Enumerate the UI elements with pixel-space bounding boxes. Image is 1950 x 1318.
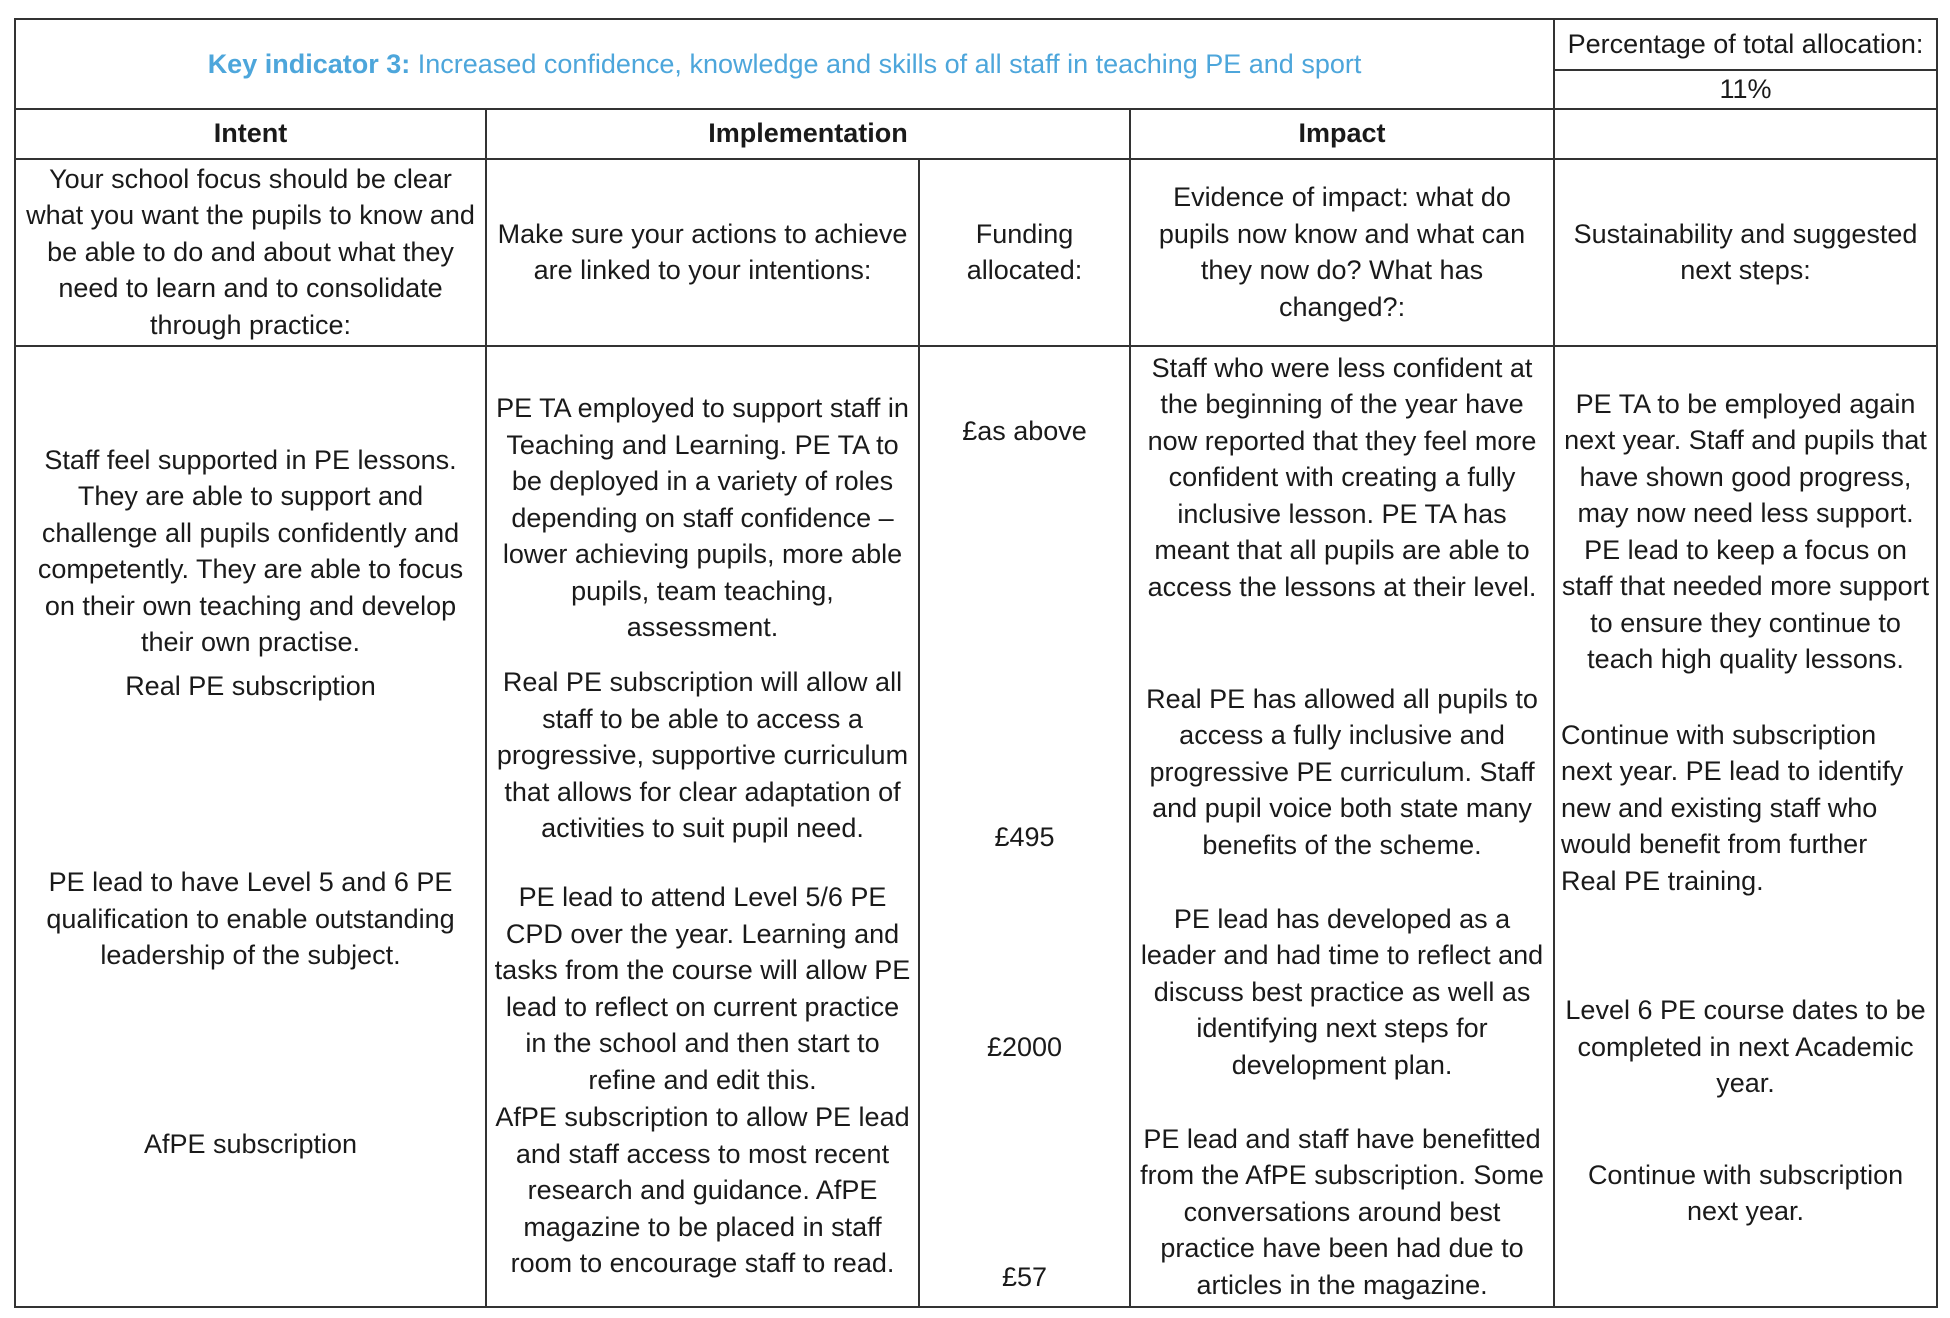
key-indicator-text: Increased confidence, knowledge and skills of all staff in teaching PE and sport xyxy=(417,48,1362,79)
allocation-label: Percentage of total allocation: xyxy=(1554,19,1937,70)
subheader-sustainability: Sustainability and suggested next steps: xyxy=(1554,159,1937,346)
key-indicator-label: Key indicator 3: xyxy=(207,48,411,79)
funding-entry: £57 xyxy=(1001,1261,1048,1292)
funding-entry: £2000 xyxy=(986,1031,1063,1062)
implementation-entry: PE lead to attend Level 5/6 PE CPD over the year. Learning and tasks from the course will allow PE lead to reflect on current practice in the school and then start to refine and edit this. xyxy=(494,882,911,1095)
funding-entry: £as above xyxy=(962,416,1087,446)
subheader-funding: Funding allocated: xyxy=(919,159,1130,346)
impact-entry: PE lead and staff have benefitted from the AfPE subscription. Some conversations around best practice have been had due to articles in the magazine. xyxy=(1140,1123,1544,1300)
intent-entry: AfPE subscription xyxy=(143,1128,358,1159)
intent-entry: Real PE subscription xyxy=(125,670,376,701)
impact-entry: Real PE has allowed all pupils to access a fully inclusive and progressive PE curriculum. Staff and pupil voice both state many benefits of the scheme. xyxy=(1146,683,1538,860)
impact-entry: Staff who were less confident at the beginning of the year have now reported that they feel more confident with creating a fully inclusive lesson. PE TA has meant that all pupils are able to access the lessons at their level. xyxy=(1147,352,1537,602)
intent-entry: PE lead to have Level 5 and 6 PE qualification to enable outstanding leadership of the subject. xyxy=(46,867,455,970)
header-blank xyxy=(1554,109,1937,159)
implementation-entry: PE TA employed to support staff in Teaching and Learning. PE TA to be deployed in a variety of roles depending on staff confidence – lower achieving pupils, more able pupils, team teaching, assessment. xyxy=(496,393,909,642)
funding-entry: £495 xyxy=(994,821,1055,852)
header-impact: Impact xyxy=(1130,109,1554,159)
implementation-entry: AfPE subscription to allow PE lead and staff access to most recent research and guidance. AfPE magazine to be placed in staff room to encourage staff to read. xyxy=(495,1102,910,1279)
impact-column xyxy=(1130,346,1554,1308)
intent-entry: Staff feel supported in PE lessons. They are able to support and challenge all pupils confidently and competently. They are able to focus on their own teaching and develop their own practise. xyxy=(37,444,464,658)
subheader-intent: Your school focus should be clear what you want the pupils to know and be able to do and about what they need to learn and to consolidate through practice: xyxy=(15,159,486,346)
sustainability-entry: PE TA to be employed again next year. Staff and pupils that have shown good progress, may now need less support. PE lead to keep a focus on staff that needed more support to ensure they continue to teach high quality lessons. xyxy=(1561,388,1930,675)
funding-column xyxy=(919,346,1130,1308)
implementation-column xyxy=(486,346,919,1308)
subheader-implementation: Make sure your actions to achieve are linked to your intentions: xyxy=(486,159,919,346)
sustainability-entry: Continue with subscription next year. PE lead to identify new and existing staff who would benefit from further Real PE training. xyxy=(1561,719,1904,896)
allocation-value: 11% xyxy=(1554,70,1937,109)
key-indicator-table xyxy=(14,18,1938,1308)
sustainability-column xyxy=(1554,346,1937,1308)
sustainability-entry: Level 6 PE course dates to be completed in next Academic year. xyxy=(1565,995,1926,1098)
header-intent: Intent xyxy=(15,109,486,159)
header-implementation: Implementation xyxy=(486,109,1130,159)
subheader-impact: Evidence of impact: what do pupils now know and what can they now do? What has changed?: xyxy=(1130,159,1554,346)
intent-column xyxy=(15,346,486,1308)
implementation-entry: Real PE subscription will allow all staff to be able to access a progressive, supportive curriculum that allows for clear adaptation of activities to suit pupil need. xyxy=(496,667,909,844)
sustainability-entry: Continue with subscription next year. xyxy=(1587,1159,1904,1227)
key-indicator-title xyxy=(15,19,1554,109)
impact-entry: PE lead has developed as a leader and had time to reflect and discuss best practice as well as identifying next steps for development plan. xyxy=(1140,903,1544,1080)
